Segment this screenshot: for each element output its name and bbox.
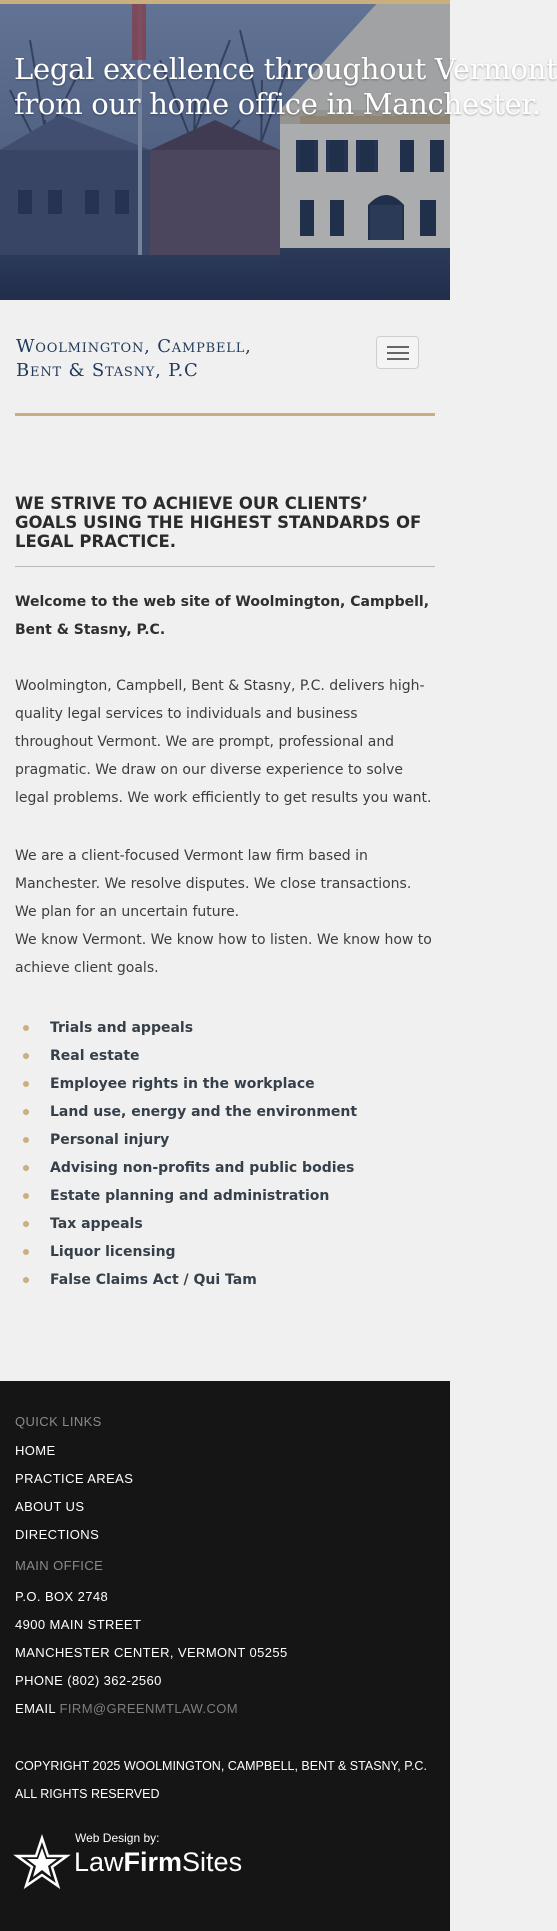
bullet-icon bbox=[23, 1249, 29, 1255]
bullet-icon bbox=[23, 1025, 29, 1031]
heading-divider bbox=[15, 566, 435, 567]
bullet-icon bbox=[23, 1053, 29, 1059]
list-item: Estate planning and administration bbox=[15, 1182, 435, 1210]
hero-top-accent bbox=[0, 0, 450, 4]
hero-title-line2: from our home office in Manchester. bbox=[14, 87, 541, 121]
firm-name-line1: Woolmington, Campbell, bbox=[16, 336, 252, 357]
email-link[interactable]: FIRM@GREENMTLAW.COM bbox=[59, 1701, 239, 1716]
footer-link-practice-areas[interactable]: PRACTICE AREAS bbox=[15, 1471, 134, 1486]
quick-links-heading: QUICK LINKS bbox=[15, 1414, 102, 1429]
welcome-text: Welcome to the web site of Woolmington, Campbell, Bent & Stasny, P.C. bbox=[15, 594, 430, 638]
office-city: MANCHESTER CENTER, VERMONT 05255 bbox=[15, 1645, 288, 1660]
office-po-box: P.O. BOX 2748 bbox=[15, 1589, 109, 1604]
hero-title bbox=[14, 52, 557, 122]
email-label: EMAIL bbox=[15, 1701, 60, 1716]
star-icon[interactable] bbox=[15, 1836, 69, 1890]
bullet-icon bbox=[23, 1137, 29, 1143]
hamburger-icon-bar bbox=[387, 352, 409, 354]
footer-link-home[interactable]: HOME bbox=[15, 1443, 56, 1458]
list-item: Advising non-profits and public bodies bbox=[15, 1154, 435, 1182]
list-item: False Claims Act / Qui Tam bbox=[15, 1266, 435, 1294]
bullet-icon bbox=[23, 1109, 29, 1115]
copyright-text: COPYRIGHT 2025 WOOLMINGTON, CAMPBELL, BENT & STASNY, P.C. ALL RIGHTS RESERVED bbox=[15, 1759, 427, 1801]
practice-areas-list bbox=[15, 1014, 435, 1294]
list-item: Real estate bbox=[15, 1042, 435, 1070]
office-phone: PHONE (802) 362-2560 bbox=[15, 1673, 162, 1688]
bullet-icon bbox=[23, 1277, 29, 1283]
bullet-icon bbox=[23, 1165, 29, 1171]
list-item: Tax appeals bbox=[15, 1210, 435, 1238]
hamburger-icon-bar bbox=[387, 358, 409, 360]
footer-link-about-us[interactable]: ABOUT US bbox=[15, 1499, 85, 1514]
firm-logo[interactable] bbox=[16, 335, 252, 383]
list-item: Employee rights in the workplace bbox=[15, 1070, 435, 1098]
intro-paragraph: Woolmington, Campbell, Bent & Stasny, P.C. delivers high-quality legal services to individuals and business throughout Vermont. We are prompt, professional and pragmatic. We draw on our diverse experience to solve legal problems. We work efficiently to get results you want. bbox=[15, 678, 432, 806]
hamburger-icon bbox=[387, 346, 409, 348]
main-office-heading: MAIN OFFICE bbox=[15, 1558, 104, 1573]
credit-prefix: Web Design by: bbox=[75, 1831, 160, 1845]
know-vermont-paragraph: We know Vermont. We know how to listen. We know how to achieve client goals. bbox=[15, 932, 432, 976]
bullet-icon bbox=[23, 1193, 29, 1199]
firm-name-line2: Bent & Stasny, P.C bbox=[16, 360, 199, 381]
hero-title-line1: Legal excellence throughout Vermont bbox=[14, 52, 557, 86]
office-email-row bbox=[15, 1701, 238, 1716]
list-item: Land use, energy and the environment bbox=[15, 1098, 435, 1126]
list-item: Personal injury bbox=[15, 1126, 435, 1154]
lawfirmsites-logo[interactable]: LawFirmSites bbox=[74, 1847, 243, 1877]
list-item: Trials and appeals bbox=[15, 1014, 435, 1042]
client-focus-paragraph: We are a client-focused Vermont law firm based in Manchester. We resolve disputes. We close transactions. We plan for an uncertain future. bbox=[15, 848, 412, 920]
courthouse-photo bbox=[0, 0, 557, 300]
office-street: 4900 MAIN STREET bbox=[15, 1617, 142, 1632]
menu-toggle-button[interactable] bbox=[376, 336, 419, 369]
footer-link-directions[interactable]: DIRECTIONS bbox=[15, 1527, 100, 1542]
page-heading: WE STRIVE TO ACHIEVE OUR CLIENTS’ GOALS USING THE HIGHEST STANDARDS OF LEGAL PRACTICE. bbox=[15, 494, 422, 551]
hero-banner bbox=[0, 0, 557, 300]
bullet-icon bbox=[23, 1081, 29, 1087]
list-item: Liquor licensing bbox=[15, 1238, 435, 1266]
bullet-icon bbox=[23, 1221, 29, 1227]
header-divider bbox=[15, 413, 435, 416]
